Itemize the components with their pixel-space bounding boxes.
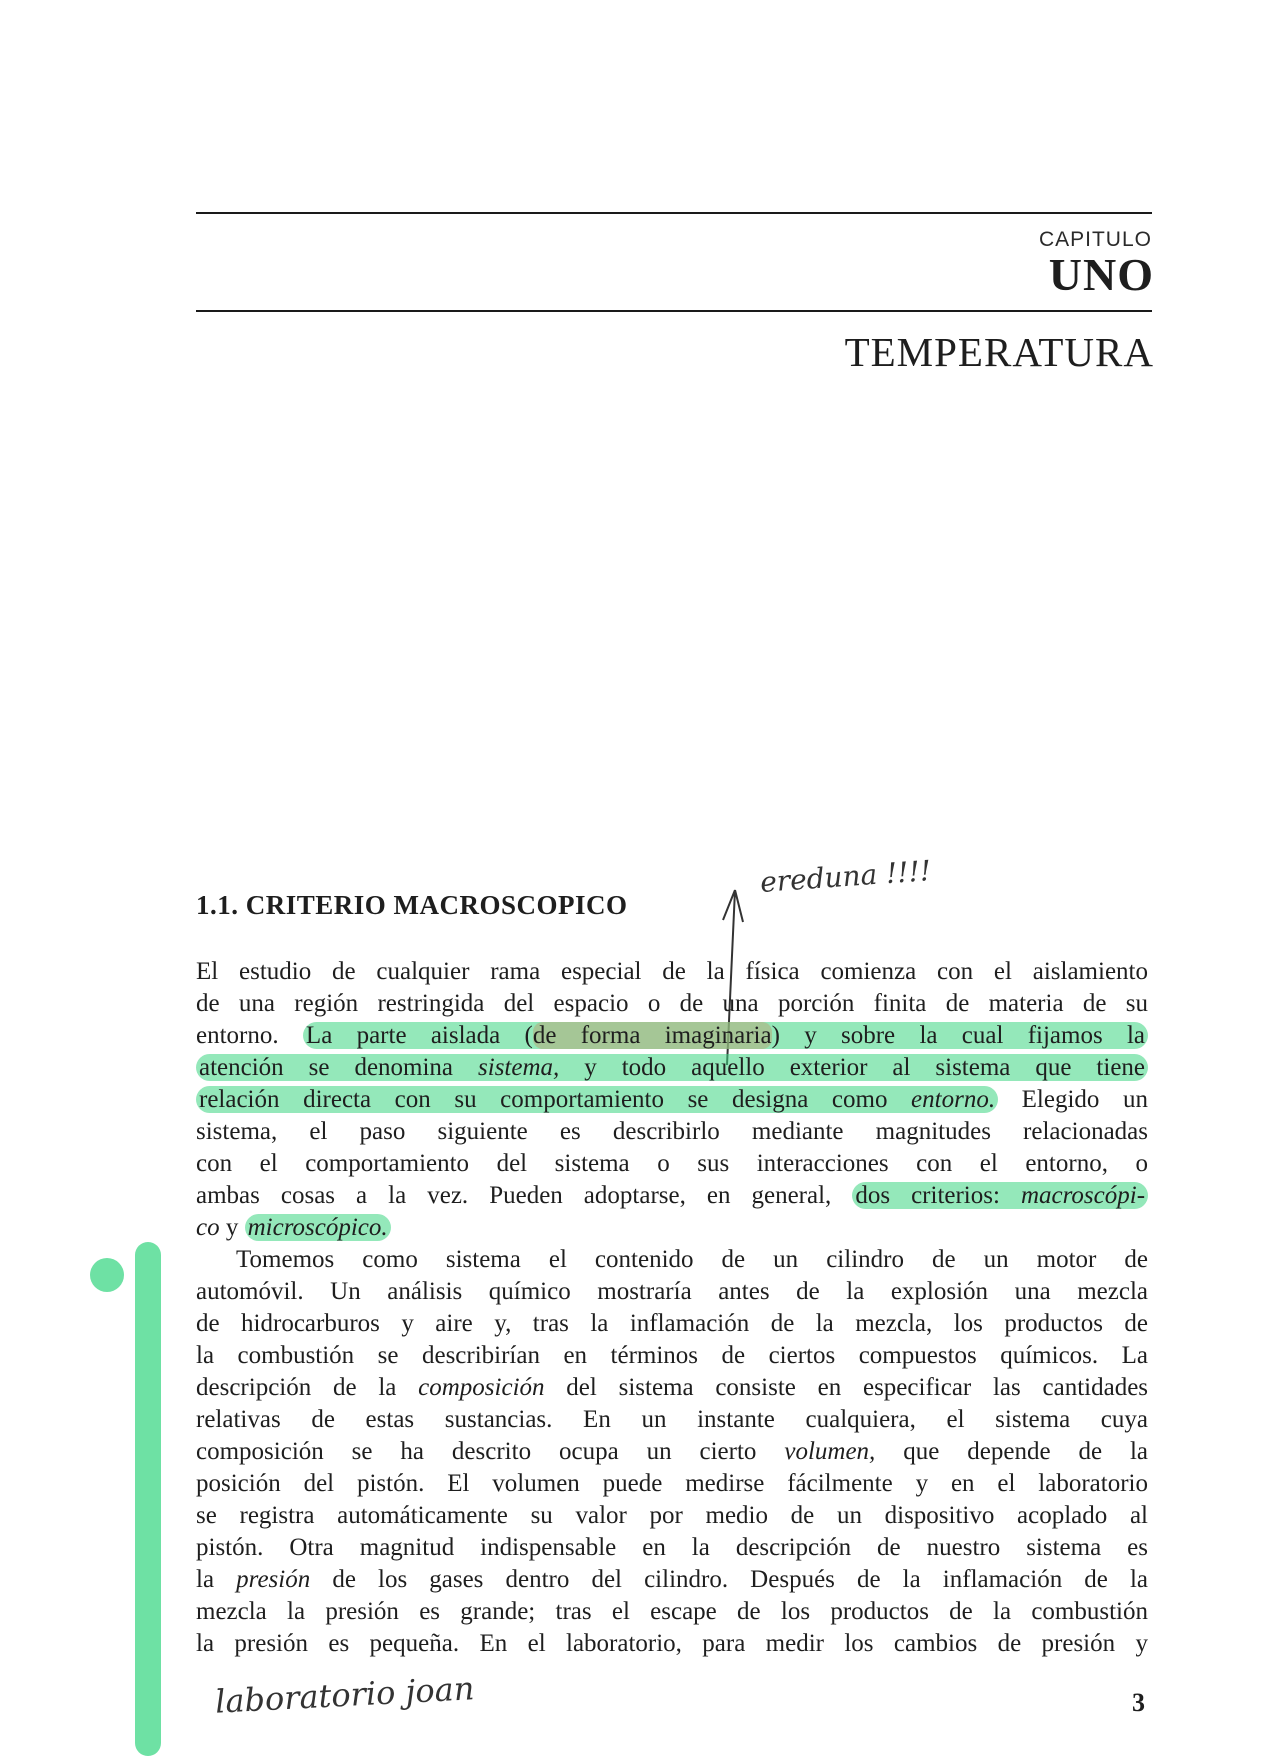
highlight: atención se denomina sistema, y todo aquello exterior al sistema que tiene (196, 1054, 1148, 1081)
highlight: La parte aislada (de forma imaginaria) y sobre la cual fijamos la (303, 1022, 1148, 1049)
text-line: ambas cosas a la vez. Pueden adoptarse, en general, dos criterios: macroscópi- (196, 1180, 1148, 1212)
highlight: microscópico. (245, 1214, 391, 1241)
text-line: co y microscópico. (196, 1212, 1148, 1244)
handwritten-note-bottom: laboratorio joan (214, 1669, 476, 1721)
section-heading: 1.1. CRITERIO MACROSCOPICO (196, 890, 628, 920)
page-number: 3 (1132, 1688, 1145, 1717)
highlight: relación directa con su comportamiento se designa como entorno. (196, 1086, 998, 1113)
chapter-label: CAPITULO (1038, 228, 1152, 251)
chapter-title: TEMPERATURA (844, 329, 1154, 375)
text-line: con el comportamiento del sistema o sus interacciones con el entorno, o (196, 1150, 1148, 1177)
text-line: pistón. Otra magnitud indispensable en la descripción de nuestro sistema es (196, 1534, 1148, 1561)
text-line: la presión de los gases dentro del cilindro. Después de la inflamación de la (196, 1566, 1149, 1593)
highlight-secondary: de forma imaginaria (532, 1022, 772, 1049)
chapter-number: UNO (1048, 249, 1154, 300)
text-line: sistema, el paso siguiente es describirlo mediante magnitudes relacionadas (196, 1118, 1148, 1145)
text-line: descripción de la composición del sistema consiste en especificar las cantidades (196, 1374, 1149, 1401)
text-line: la combustión se describirían en términos de ciertos compuestos químicos. La (196, 1342, 1148, 1369)
text-line: El estudio de cualquier rama especial de la física comienza con el aislamiento (196, 958, 1148, 985)
text-line: de una región restringida del espacio o de una porción finita de materia de su (196, 990, 1148, 1017)
text-line: posición del pistón. El volumen puede medirse fácilmente y en el laboratorio (196, 1470, 1148, 1497)
middle-rule (196, 310, 1152, 312)
text-line: mezcla la presión es grande; tras el escape de los productos de la combustión (196, 1598, 1148, 1625)
text-line: entorno. La parte aislada (de forma imaginaria) y sobre la cual fijamos la (196, 1020, 1148, 1052)
top-rule (196, 212, 1152, 214)
highlight: dos criterios: macroscópi- (852, 1182, 1148, 1209)
text-line: de hidrocarburos y aire y, tras la inflamación de la mezcla, los productos de (196, 1310, 1148, 1337)
text-line: automóvil. Un análisis químico mostraría antes de la explosión una mezcla (196, 1278, 1148, 1305)
text-line: la presión es pequeña. En el laboratorio, para medir los cambios de presión y (196, 1630, 1148, 1657)
text-line: relación directa con su comportamiento se designa como entorno. Elegido un (196, 1084, 1148, 1116)
text-line: composición se ha descrito ocupa un cierto volumen, que depende de la (196, 1438, 1149, 1465)
text-line: Tomemos como sistema el contenido de un cilindro de un motor de (236, 1246, 1148, 1273)
text-line: relativas de estas sustancias. En un instante cualquiera, el sistema cuya (196, 1406, 1148, 1433)
handwritten-note-top: ereduna !!!! (759, 854, 933, 899)
marker-margin-bar (135, 1242, 161, 1756)
text-line: se registra automáticamente su valor por medio de un dispositivo acoplado al (196, 1502, 1148, 1529)
marker-dot (90, 1258, 124, 1292)
text-line (196, 1052, 1148, 1084)
